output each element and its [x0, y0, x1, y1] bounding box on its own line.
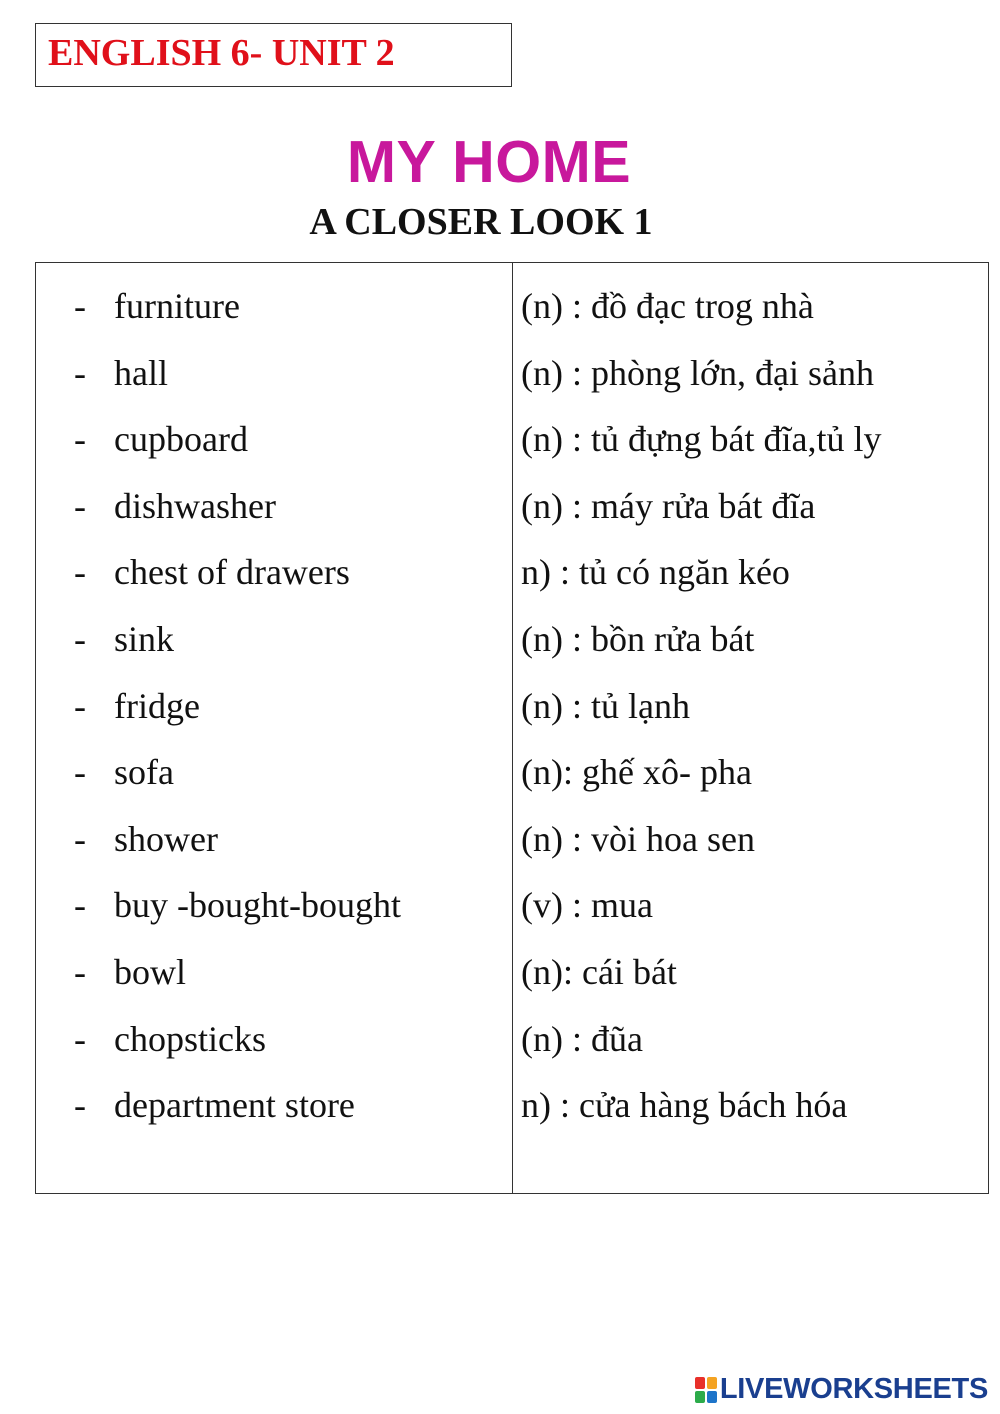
vocab-word-row: - hall: [74, 352, 168, 393]
liveworksheets-logo[interactable]: [695, 1373, 988, 1406]
vocab-word-row: - buy -bought-bought: [74, 885, 401, 926]
vocab-word: cupboard: [114, 419, 248, 460]
vocab-word: department store: [114, 1085, 355, 1126]
vocab-word: shower: [114, 818, 218, 859]
vocab-meaning: (n) : máy rửa bát đĩa: [521, 485, 816, 526]
vocab-meaning: n) : cửa hàng bách hóa: [521, 1085, 848, 1126]
vocab-word-row: - department store: [74, 1085, 355, 1126]
page-subtitle: A CLOSER LOOK 1: [309, 201, 653, 243]
page-title: MY HOME: [346, 129, 632, 195]
vocab-word: fridge: [114, 685, 200, 726]
liveworksheets-logo-icon: [695, 1377, 717, 1403]
vocab-meaning: (v) : mua: [521, 885, 653, 926]
vocab-word-row: - cupboard: [74, 419, 248, 460]
vocab-word-row: - sofa: [74, 752, 174, 793]
vocabulary-table: [35, 262, 989, 1194]
vocab-word: hall: [114, 352, 168, 393]
vocab-meaning: (n) : tủ đựng bát đĩa,tủ ly: [521, 419, 882, 460]
vocab-meaning: n) : tủ có ngăn kéo: [521, 552, 790, 593]
meaning-column: [521, 283, 981, 1149]
word-column: [74, 283, 504, 1149]
vocab-word-row: - furniture: [74, 286, 240, 326]
vocab-meaning: (n) : đồ đạc trog nhà: [521, 286, 814, 326]
logo-text: LIVEWORKSHEETS: [719, 1373, 988, 1405]
vocab-word: chest of drawers: [114, 552, 350, 593]
vocab-meaning: (n) : bồn rửa bát: [521, 618, 755, 659]
vocab-word-row: - dishwasher: [74, 485, 276, 526]
vocab-word-row: - shower: [74, 818, 218, 859]
vocab-word: furniture: [114, 286, 240, 326]
vocab-word-row: - sink: [74, 618, 175, 659]
vocab-word: chopsticks: [114, 1018, 266, 1059]
vocab-word: bowl: [114, 951, 186, 992]
vocab-meaning: (n) : vòi hoa sen: [521, 818, 755, 859]
vocab-word-row: - fridge: [74, 685, 200, 726]
vocab-meaning: (n) : đũa: [521, 1018, 643, 1059]
vocab-word-row: - bowl: [74, 951, 186, 992]
vocab-meaning: (n) : phòng lớn, đại sảnh: [521, 352, 874, 393]
vocab-word-row: - chopsticks: [74, 1018, 266, 1059]
vocab-meaning: (n): ghế xô- pha: [521, 752, 752, 793]
vocab-meaning: (n) : tủ lạnh: [521, 685, 690, 726]
vocab-word: buy -bought-bought: [114, 885, 401, 926]
vocab-word: sofa: [114, 752, 174, 793]
vocab-word: dishwasher: [114, 485, 276, 526]
vocab-word: sink: [114, 618, 175, 659]
unit-label: ENGLISH 6- UNIT 2: [48, 32, 395, 74]
unit-label-box: [35, 23, 512, 87]
vocab-meaning: (n): cái bát: [521, 951, 677, 992]
column-divider: [512, 263, 513, 1193]
vocab-word-row: - chest of drawers: [74, 552, 350, 593]
